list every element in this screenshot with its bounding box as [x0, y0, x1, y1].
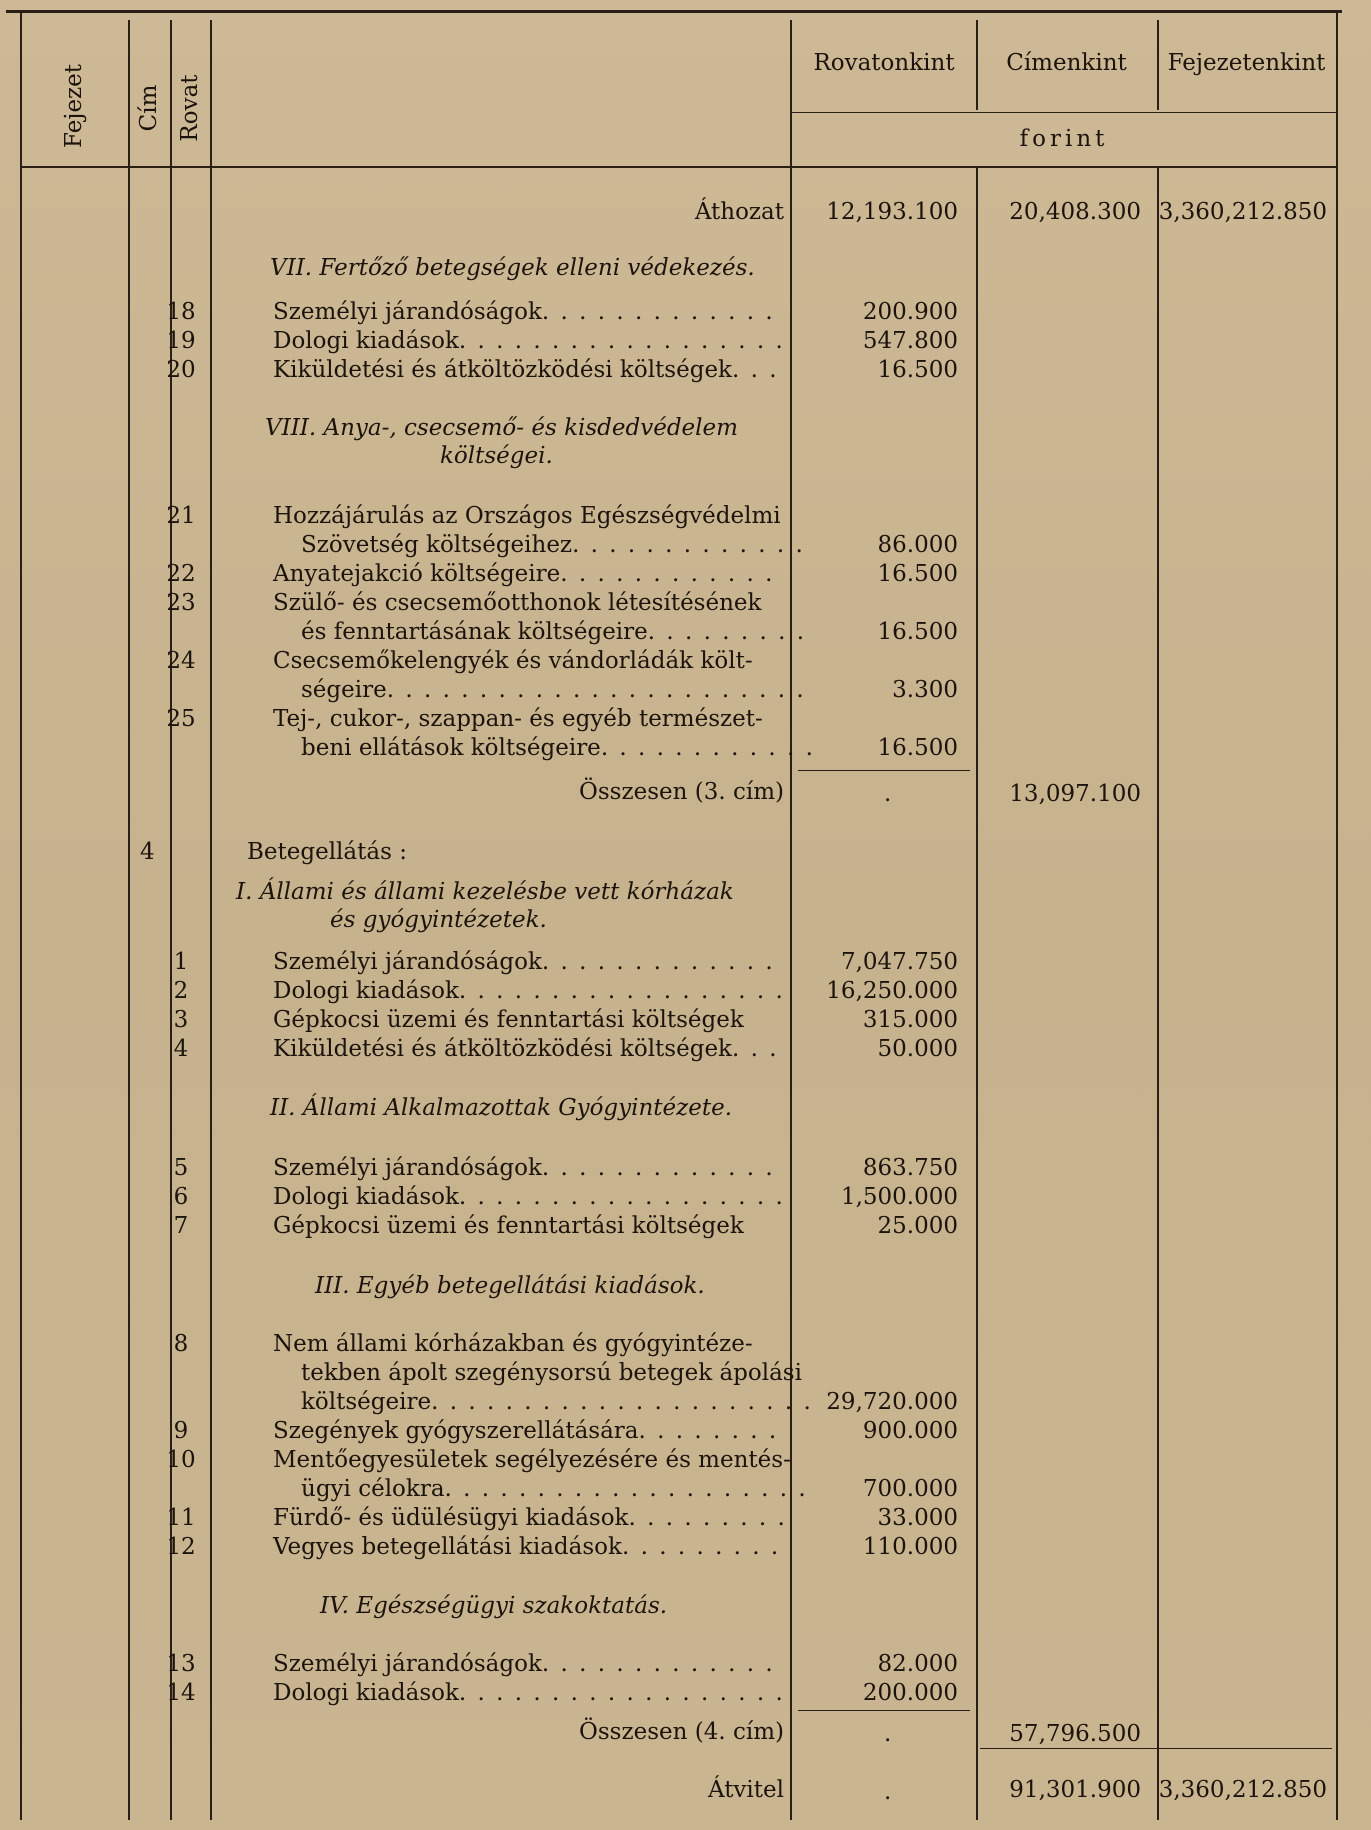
item-label: Nem állami kórházakban és gyógyintéze- [273, 1331, 753, 1357]
rovat-number: 19 [166, 328, 196, 354]
fejezet-divider [128, 20, 130, 1820]
item-value: 82.000 [877, 1651, 958, 1677]
item-label-cont: beni ellátások költségeire [301, 735, 601, 761]
item-label-cont: ügyi célokra [301, 1476, 445, 1502]
item-label: Gépkocsi üzemi és fenntartási költségek [273, 1007, 744, 1033]
rovat-number: 25 [166, 706, 196, 732]
rovat-number: 9 [173, 1418, 189, 1444]
item-label: Fürdő- és üdülésügyi kiadások [273, 1505, 629, 1531]
rovat-number: 23 [166, 590, 196, 616]
rovatonkint-divider-lower [976, 168, 978, 1820]
line-item [273, 1330, 802, 1417]
line-item [273, 327, 783, 356]
item-value: 16.500 [877, 561, 958, 587]
item-value: 1,500.000 [840, 1184, 958, 1210]
unit-divider [792, 112, 1336, 113]
item-value: 25.000 [877, 1213, 958, 1239]
rovat-number: 20 [166, 357, 196, 383]
rovat-number: 24 [166, 648, 196, 674]
top-border [6, 10, 1342, 13]
item-label: Személyi járandóságok [273, 299, 542, 325]
item-label: Vegyes betegellátási kiadások [273, 1534, 622, 1560]
item-label: Dologi kiadások [273, 1184, 459, 1210]
item-value: 29,720.000 [826, 1389, 958, 1415]
cimenkint-divider-lower [1157, 168, 1159, 1820]
line-item [273, 1650, 783, 1679]
line-item [273, 977, 783, 1006]
item-value: 50.000 [877, 1036, 958, 1062]
rovat-number: 3 [173, 1007, 189, 1033]
item-label: Dologi kiadások [273, 978, 459, 1004]
item-label: Személyi járandóságok [273, 1651, 542, 1677]
section-ii-title: II. Állami Alkalmazottak Gyógyintézete. [270, 1095, 733, 1121]
rovat-number: 1 [173, 949, 189, 975]
athozat-cimenkint: 20,408.300 [1009, 199, 1141, 225]
line-item [273, 560, 783, 589]
subtotal-rule [798, 1710, 970, 1711]
line-item [273, 948, 783, 977]
grand-rule [980, 1748, 1332, 1749]
rovat-number: 8 [173, 1331, 189, 1357]
rovat-number: 21 [166, 503, 196, 529]
header-rovat: Rovat [177, 74, 203, 142]
section-i-title-1: I. Állami és állami kezelésbe vett kórházak [236, 879, 734, 905]
item-label-cont: tekben ápolt szegénysorsú betegek ápolási [301, 1360, 802, 1386]
total-3-value: 13,097.100 [1009, 781, 1141, 807]
item-value: 86.000 [877, 532, 958, 558]
header-fejezet: Fejezet [61, 63, 87, 148]
item-value: 547.800 [862, 328, 958, 354]
line-item [273, 1035, 783, 1064]
line-item [273, 589, 783, 647]
line-item [273, 1006, 783, 1035]
item-label: Dologi kiadások [273, 1680, 459, 1706]
rovat-number: 22 [166, 561, 196, 587]
rovat-number: 18 [166, 299, 196, 325]
item-label: Dologi kiadások [273, 328, 459, 354]
section-iii-title: III. Egyéb betegellátási kiadások. [315, 1273, 705, 1299]
line-item [273, 502, 783, 560]
item-value: 16.500 [877, 735, 958, 761]
total-3-label: Összesen (3. cím) [579, 779, 784, 805]
item-label: Hozzájárulás az Országos Egészségvédelmi [273, 503, 781, 529]
line-item [273, 356, 783, 385]
header-fejezetenkint: Fejezetenkint [1167, 50, 1326, 76]
line-item [273, 1212, 783, 1241]
item-value: 700.000 [862, 1476, 958, 1502]
rovat-number: 2 [173, 978, 189, 1004]
rovat-number: 5 [173, 1155, 189, 1181]
total-4-dot: . [884, 1721, 892, 1747]
athozat-label: Áthozat [694, 199, 784, 225]
item-label: Tej-, cukor-, szappan- és egyéb természet- [273, 706, 763, 732]
rovat-number: 13 [166, 1651, 196, 1677]
section-viii-title-2: költségei. [440, 443, 553, 469]
line-item [273, 647, 783, 705]
item-label-cont: és fenntartásának költségeire [301, 619, 648, 645]
item-label: Mentőegyesületek segélyezésére és mentés- [273, 1447, 791, 1473]
line-item [273, 1504, 783, 1533]
item-value: 16.500 [877, 619, 958, 645]
item-value: 200.000 [862, 1680, 958, 1706]
header-rovatonkint: Rovatonkint [813, 50, 955, 76]
item-value: 16,250.000 [826, 978, 958, 1004]
line-item [273, 298, 783, 327]
cim-4-label: Betegellátás : [247, 839, 407, 865]
subtotal-rule [798, 770, 970, 771]
rovat-number: 12 [166, 1534, 196, 1560]
item-value: 110.000 [862, 1534, 958, 1560]
atvitel-cimenkint: 91,301.900 [1009, 1777, 1141, 1803]
item-value: 863.750 [862, 1155, 958, 1181]
rovat-number: 11 [166, 1505, 196, 1531]
line-item [273, 1417, 783, 1446]
section-viii-title-1: VIII. Anya-, csecsemő- és kisdedvédelem [265, 415, 738, 441]
section-i-title-2: és gyógyintézetek. [330, 907, 547, 933]
item-value: 16.500 [877, 357, 958, 383]
rovat-number: 4 [173, 1036, 189, 1062]
total-4-label: Összesen (4. cím) [579, 1719, 784, 1745]
line-item [273, 1446, 791, 1504]
section-vii-title: VII. Fertőző betegségek elleni védekezés. [270, 255, 755, 281]
item-label: Kiküldetési és átköltözködési költségek [273, 357, 732, 383]
item-label: Gépkocsi üzemi és fenntartási költségek [273, 1213, 744, 1239]
item-value: 33.000 [877, 1505, 958, 1531]
rovat-number: 6 [173, 1184, 189, 1210]
rovat-number: 14 [166, 1680, 196, 1706]
item-value: 900.000 [862, 1418, 958, 1444]
header-unit: forint [1019, 126, 1109, 152]
item-label-cont: költségeire [301, 1389, 432, 1415]
item-label: Kiküldetési és átköltözködési költségek [273, 1036, 732, 1062]
item-label-cont: Szövetség költségeihez [301, 532, 573, 558]
right-border [1336, 10, 1338, 1820]
rovat-number: 10 [166, 1447, 196, 1473]
cim-4-number: 4 [140, 839, 155, 865]
header-cim: Cím [136, 84, 162, 132]
item-label: Személyi járandóságok [273, 1155, 542, 1181]
header-bottom [20, 166, 1336, 168]
total-3-dot: . [884, 781, 892, 807]
header-cimenkint: Címenkint [1006, 50, 1127, 76]
item-value: 7,047.750 [840, 949, 958, 975]
left-border [20, 10, 22, 1820]
line-item [273, 1679, 783, 1708]
line-item [273, 1533, 783, 1562]
item-value: 200.900 [862, 299, 958, 325]
athozat-fejezetenkint: 3,360,212.850 [1158, 199, 1327, 225]
item-label: Szülő- és csecsemőotthonok létesítésének [273, 590, 762, 616]
rovat-number: 7 [173, 1213, 189, 1239]
item-value: 3.300 [892, 677, 958, 703]
line-item [273, 705, 783, 763]
rovat-divider [210, 20, 212, 1820]
total-4-value: 57,796.500 [1009, 1721, 1141, 1747]
atvitel-label: Átvitel [707, 1777, 784, 1803]
item-label: Csecsemőkelengyék és vándorládák költ- [273, 648, 753, 674]
line-item [273, 1183, 783, 1212]
item-value: 315.000 [862, 1007, 958, 1033]
athozat-rovatonkint: 12,193.100 [826, 199, 958, 225]
item-label-cont: ségeire [301, 677, 387, 703]
item-label: Anyatejakció költségeire [273, 561, 561, 587]
item-label: Szegények gyógyszerellátására [273, 1418, 639, 1444]
atvitel-fejezetenkint: 3,360,212.850 [1158, 1777, 1327, 1803]
section-iv-title: IV. Egészségügyi szakoktatás. [320, 1593, 668, 1619]
item-label: Személyi járandóságok [273, 949, 542, 975]
line-item [273, 1154, 783, 1183]
atvitel-dot: . [884, 1779, 892, 1805]
